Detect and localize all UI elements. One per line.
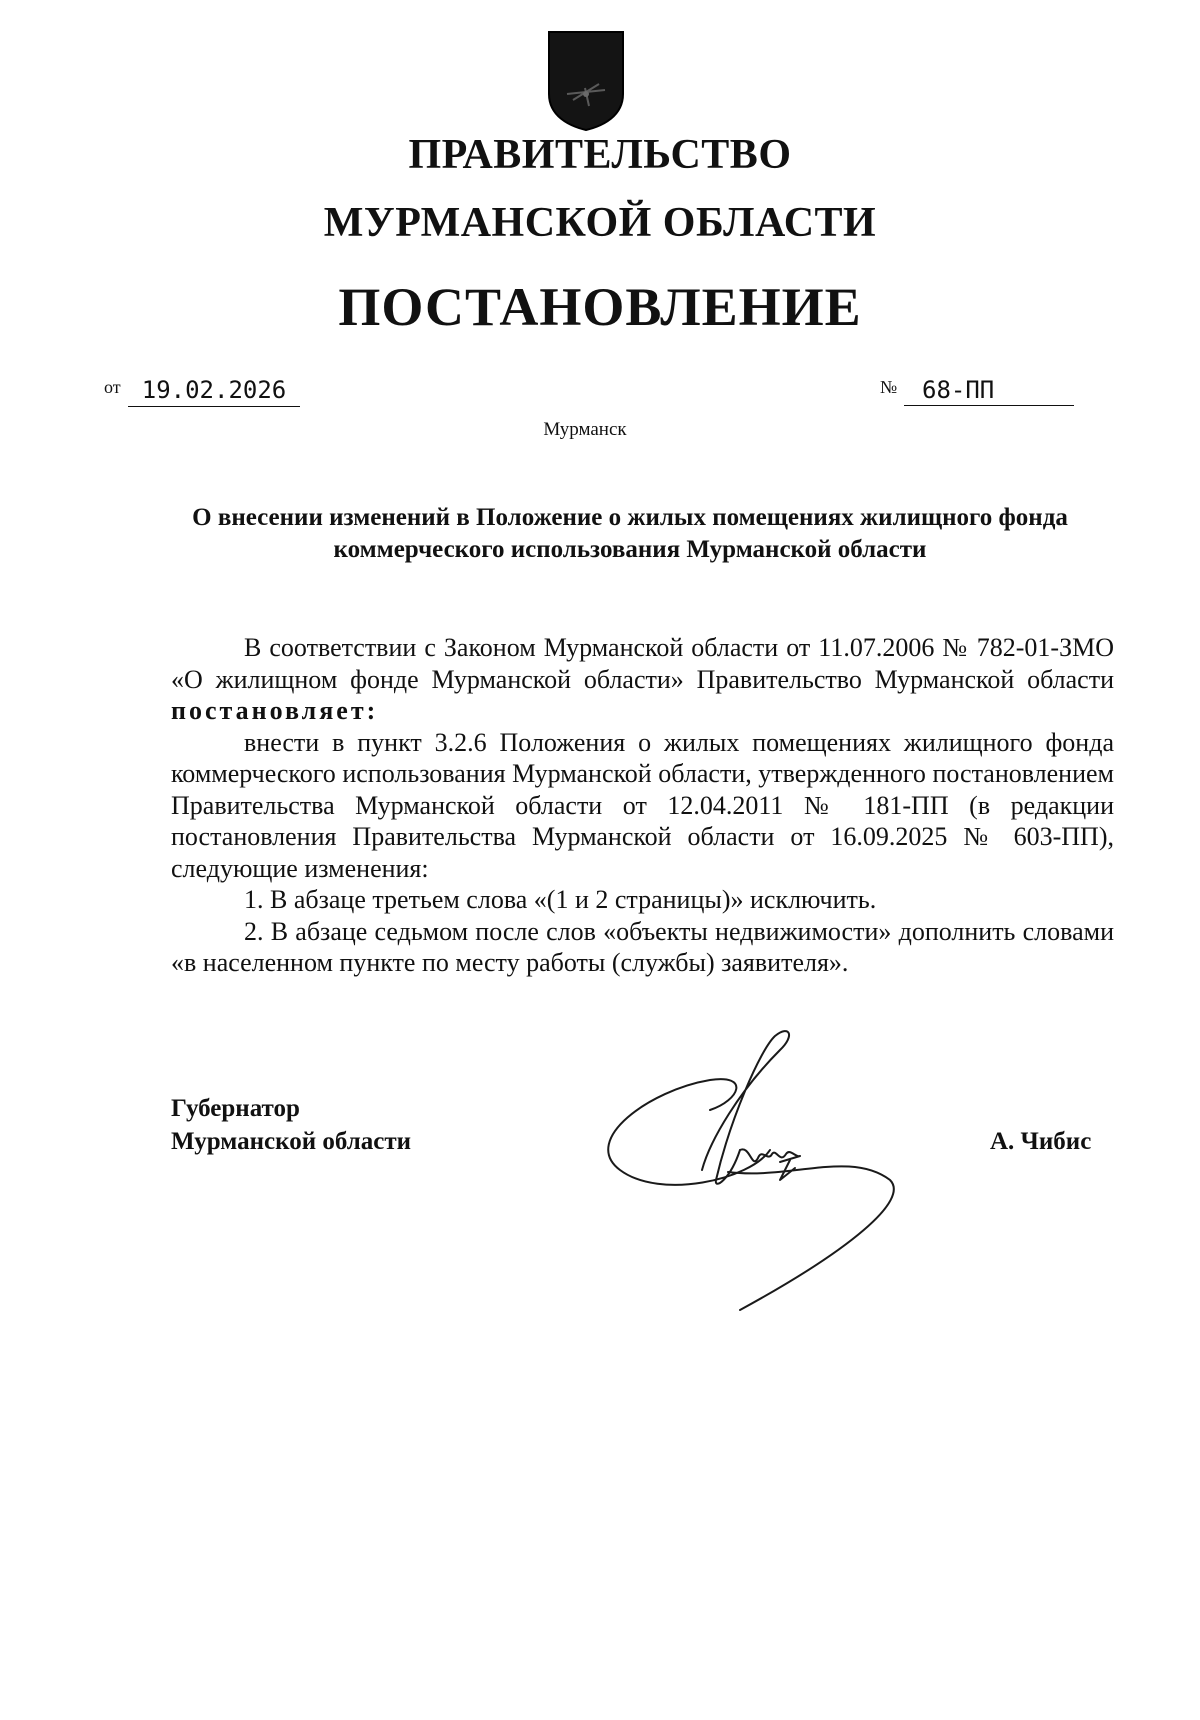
- resolution-keyword: постановляет:: [171, 696, 379, 725]
- number-label: №: [880, 377, 898, 397]
- coat-of-arms-icon: [545, 28, 627, 132]
- document-date: 19.02.2026: [128, 378, 300, 407]
- preamble-text: В соответствии с Законом Мурманской области от 11.07.2006 № 782-01-ЗМО «О жилищном фонде Мурманской области» Правительство Мурманской области: [171, 633, 1114, 694]
- body-paragraph-preamble: [171, 632, 1114, 727]
- amendment-item-2: 2. В абзаце седьмом после слов «объекты недвижимости» дополнить словами «в населенном пункте по месту работы (службы) заявителя».: [171, 916, 1114, 977]
- government-name-line2: МУРМАНСКОЙ ОБЛАСТИ: [323, 200, 877, 246]
- document-subject: О внесении изменений в Положение о жилых помещениях жилищного фонда коммерческого использования Мурманской области: [192, 504, 1068, 563]
- signatory-position-line1: Губернатор: [171, 1095, 300, 1122]
- signatory-name: А. Чибис: [990, 1128, 1092, 1155]
- document-type-title: ПОСТАНОВЛЕНИЕ: [338, 277, 862, 337]
- amendment-item-1: 1. В абзаце третьем слова «(1 и 2 страницы)» исключить.: [244, 885, 877, 914]
- handwritten-signature: [590, 1030, 930, 1320]
- signatory-position: [171, 1092, 411, 1158]
- document-body: [171, 632, 1114, 979]
- document-number: 68-ПП: [904, 378, 1074, 406]
- signatory-position-line2: Мурманской области: [171, 1128, 412, 1155]
- government-name-line1: ПРАВИТЕЛЬСТВО: [408, 132, 792, 178]
- document-city: Мурманск: [543, 419, 627, 440]
- date-label: от: [104, 377, 121, 397]
- body-paragraph-amendment: внести в пункт 3.2.6 Положения о жилых помещениях жилищного фонда коммерческого использования Мурманской области, утвержденного постановлением Правительства Мурманской области от 12.04.2011 № 181-ПП (в редакции постановления Правительства Мурманской области от 16.09.2025 № 603-ПП), следующие изменения:: [171, 727, 1114, 883]
